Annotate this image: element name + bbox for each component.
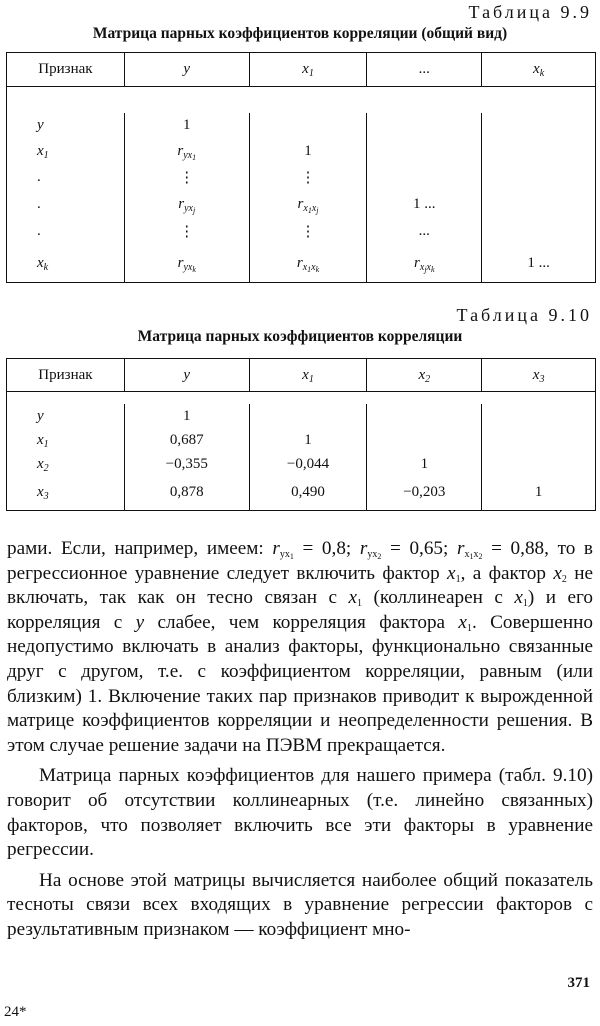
page-number: 371: [567, 975, 590, 991]
body-text: [7, 537, 593, 943]
table-row: . ⋮ ⋮ ...: [7, 219, 596, 245]
table-9-10-title: Матрица парных коэффициентов корреляции: [137, 328, 463, 345]
header-feature: Признак: [7, 53, 125, 87]
table-row: y 1: [7, 113, 596, 139]
header-x2: $x_2$: [367, 359, 482, 392]
paragraph: Матрица парных коэффициентов для нашего примера (табл. 9.10) говорит об отсутствии коллинеарных (т.е. линейно связанных) факторов, что позволяет включить все эти факторы в уравнение регрессии.: [7, 765, 593, 861]
paragraph: рами. Если, например, имеем: $r_{yx_1} = 0,8$; $r_{yx_2} = 0,65$; $r_{x_1x_2} = 0,88$, то в регрессионное уравнение следует включить фактор $x_1$, а фактор $x_2$ не включать, так как он тесно связан с $x_1$ (коллинеарен с $x_1$) и его корреляция с y слабее, чем корреляция фактора $x_1$. Совершенно недопустимо включать в анализ факторы, функционально связанные друг с другом, т.е. с коэффициентом корреляции, равным (или близким) 1. Включение таких пар признаков приводит к вырожденной матрице коэффициентов корреляции и неопределенности решения. В этом случае решение задачи на ПЭВМ прекращается.: [7, 538, 593, 756]
table-9-9-title: Матрица парных коэффициентов корреляции (общий вид): [92, 25, 508, 42]
header-ellipsis: ...: [367, 53, 482, 87]
table-row: y 1: [7, 404, 596, 428]
header-xk: $x_k$: [482, 53, 596, 87]
correlation-matrix-general: [6, 52, 596, 283]
table-9-10-label: Таблица 9.10: [456, 305, 592, 325]
correlation-matrix-example: [6, 358, 596, 511]
table-row: $x_3$ 0,878 0,490 −0,203 1: [7, 476, 596, 510]
table-row: $x_1$ $r_{yx_1}$ 1: [7, 139, 596, 165]
header-x1: $x_1$: [249, 359, 367, 392]
paragraph: На основе этой матрицы вычисляется наиболее общий показатель тесноты связи всех входящих в уравнение регрессии факторов с результативным признаком — коэффициент мно-: [7, 869, 593, 940]
signature-mark: 24*: [4, 1004, 27, 1020]
header-x1: $x_1$: [249, 53, 367, 87]
table-row: $x_1$ 0,687 1: [7, 428, 596, 452]
header-y: y: [124, 359, 249, 392]
table-row: $x_2$ −0,355 −0,044 1: [7, 452, 596, 476]
table-9-9-label: Таблица 9.9: [468, 2, 592, 22]
table-row: . $r_{yx_j}$ $r_{x_1x_j}$ 1 ...: [7, 191, 596, 219]
header-x3: $x_3$: [482, 359, 596, 392]
table-row: . ⋮ ⋮: [7, 165, 596, 191]
header-feature: Признак: [7, 359, 125, 392]
table-row: $x_k$ $r_{yx_k}$ $r_{x_1x_k}$ $r_{x_jx_k}$ 1 ...: [7, 245, 596, 283]
header-y: y: [124, 53, 249, 87]
